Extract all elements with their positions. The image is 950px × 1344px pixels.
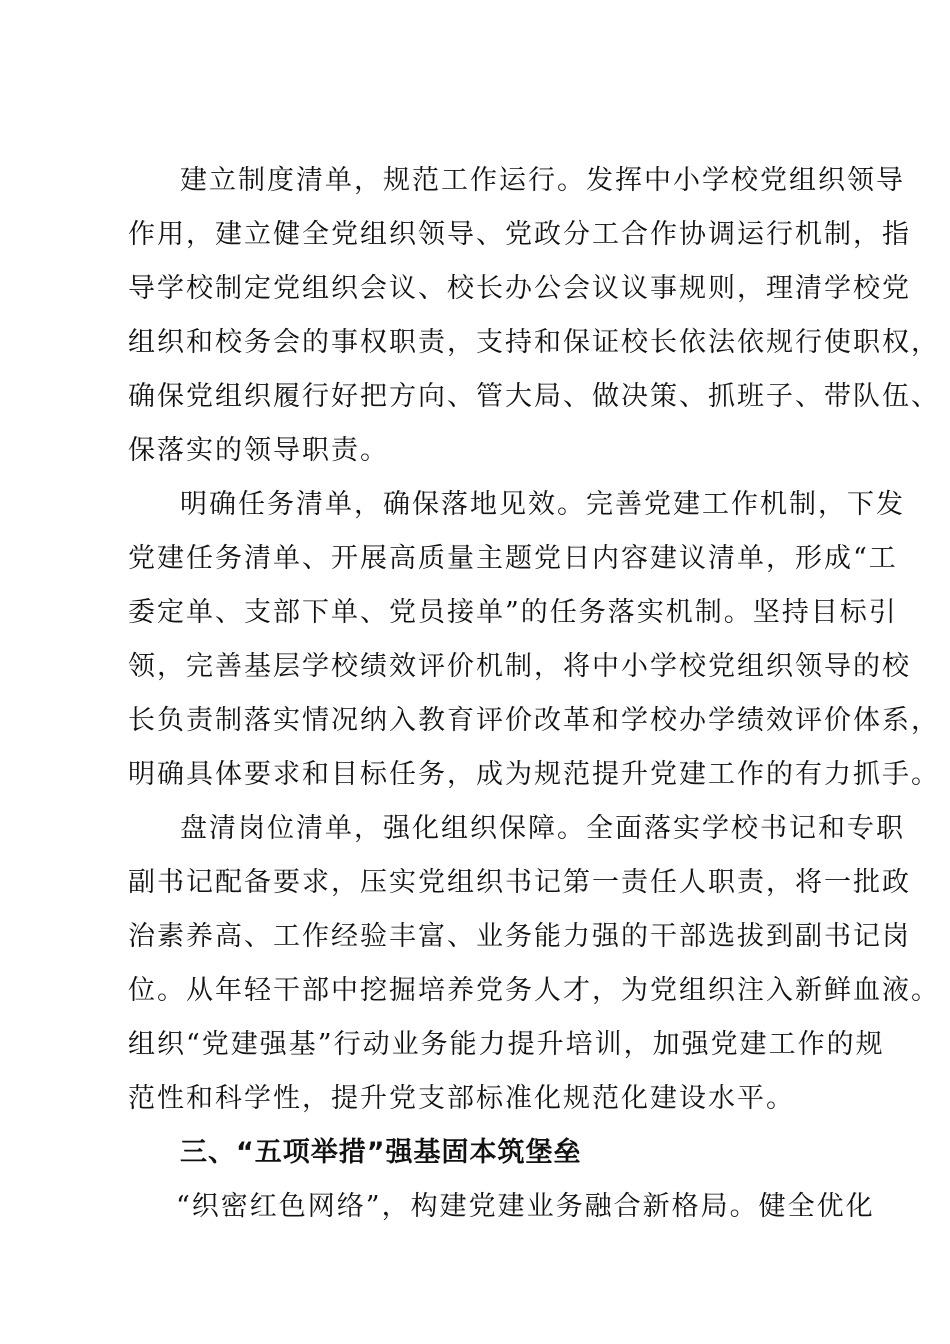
paragraph-1-line-1: 建立制度清单，规范工作运行。发挥中小学校党组织领导 [180, 165, 905, 196]
paragraph-2-line-6: 明确具体要求和目标任务，成为规范提升党建工作的有力抓手。 [128, 759, 940, 790]
paragraph-3-line-6: 范性和科学性，提升党支部标准化规范化建设水平。 [128, 1083, 795, 1114]
paragraph-3-line-1: 盘清岗位清单，强化组织保障。全面落实学校书记和专职 [180, 813, 905, 844]
paragraph-1-line-4: 组织和校务会的事权职责，支持和保证校长依法依规行使职权， [128, 327, 940, 358]
paragraph-4-line-1: “织密红色网络”，构建党建业务融合新格局。健全优化 [176, 1191, 875, 1222]
paragraph-3-line-3: 治素养高、工作经验丰富、业务能力强的干部选拔到副书记岗 [128, 921, 911, 952]
paragraph-2-line-2: 党建任务清单、开展高质量主题党日内容建议清单，形成“工 [128, 543, 898, 574]
paragraph-3-line-5: 组织“党建强基”行动业务能力提升培训，加强党建工作的规 [128, 1029, 885, 1060]
paragraph-3-line-2: 副书记配备要求，压实党组织书记第一责任人职责，将一批政 [128, 867, 911, 898]
paragraph-1-line-2: 作用，建立健全党组织领导、党政分工合作协调运行机制，指 [128, 219, 911, 250]
paragraph-2-line-5: 长负责制落实情况纳入教育评价改革和学校办学绩效评价体系， [128, 705, 940, 736]
paragraph-2-line-4: 领，完善基层学校绩效评价机制，将中小学校党组织领导的校 [128, 651, 911, 682]
paragraph-1-line-5: 确保党组织履行好把方向、管大局、做决策、抓班子、带队伍、 [128, 381, 940, 412]
paragraph-3-line-4: 位。从年轻干部中挖掘培养党务人才，为党组织注入新鲜血液。 [128, 975, 940, 1006]
section-heading: 三、“五项举措”强基固本筑堡垒 [180, 1137, 582, 1168]
paragraph-1-line-3: 导学校制定党组织会议、校长办公会议议事规则，理清学校党 [128, 273, 911, 304]
paragraph-2-line-1: 明确任务清单，确保落地见效。完善党建工作机制，下发 [180, 489, 905, 520]
paragraph-1-line-6: 保落实的领导职责。 [128, 435, 389, 466]
paragraph-2-line-3: 委定单、支部下单、党员接单”的任务落实机制。坚持目标引 [128, 597, 898, 628]
